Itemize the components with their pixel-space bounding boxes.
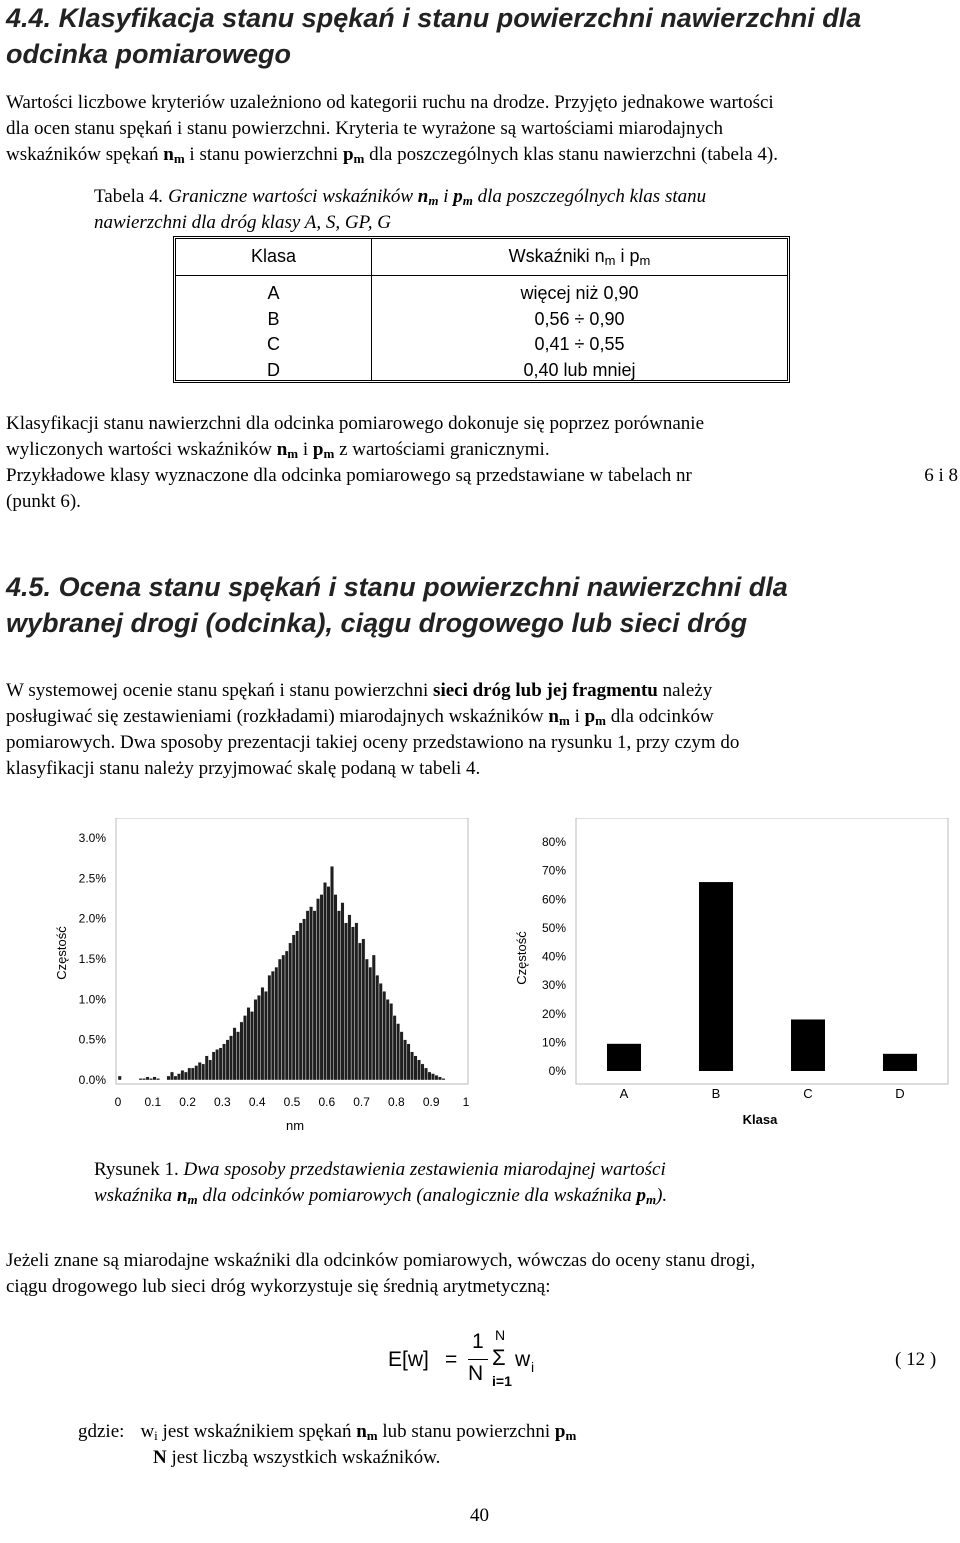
where-line2: N jest liczbą wszystkich wskaźników.: [153, 1447, 441, 1468]
formula-lhs: E[w]: [388, 1348, 429, 1371]
histogram-x-tick: 0.2: [179, 1095, 196, 1109]
class-x-tick: C: [803, 1086, 813, 1101]
where-line1: gdzie: $w_i$ jest wskaźnikiem spękań $n_m$ lub stanu powierzchni $p_m$: [78, 1421, 577, 1443]
histogram-y-tick: 0.0%: [78, 1073, 106, 1087]
histogram-bar: [344, 923, 347, 1080]
class-bar-a: [607, 1044, 641, 1071]
histogram-bar: [240, 1022, 243, 1080]
histogram-x-tick: 0.8: [388, 1095, 405, 1109]
class-chart-ylabel: Częstość: [514, 931, 529, 985]
histogram-bar: [139, 1078, 142, 1080]
formula-12: [388, 1328, 568, 1398]
para2-line2: wyliczonych wartości wskaźników $n_m$ i $p_m$ z wartościami granicznymi.: [6, 439, 550, 461]
table-4-class-a: A: [267, 283, 280, 303]
histogram-bar: [379, 983, 382, 1080]
histogram-x-tick: 0.9: [422, 1095, 440, 1109]
histogram-bar: [205, 1056, 208, 1080]
histogram-bar: [351, 927, 354, 1080]
histogram-x-tick: 0.4: [248, 1095, 266, 1109]
histogram-bar: [438, 1077, 441, 1080]
histogram-bar: [254, 999, 257, 1080]
formula-sum-bottom: i=1: [492, 1373, 512, 1389]
histogram-bar: [275, 967, 278, 1080]
histogram-bar: [118, 1076, 121, 1080]
histogram-bar: [306, 911, 309, 1080]
table-4-value-d: 0,40 lub mniej: [523, 359, 636, 380]
histogram-bar: [435, 1075, 438, 1080]
histogram-y-tick: 2.5%: [78, 871, 106, 886]
histogram-x-tick: 0.3: [214, 1095, 231, 1109]
class-y-tick: 70%: [541, 863, 566, 878]
table-4-header-indices: Wskaźniki $n_m$ i $p_m$: [508, 246, 651, 268]
histogram-bar: [208, 1060, 211, 1080]
histogram-y-tick: 1.0%: [78, 992, 106, 1007]
histogram-bar: [292, 935, 295, 1080]
section-4-5-title-line1: 4.5. Ocena stanu spękań i stanu powierzchni nawierzchni dla: [6, 572, 788, 602]
class-y-tick: 0%: [548, 1064, 566, 1078]
para1-line2: dla ocen stanu spękań i stanu powierzchni. Kryteria te wyrażone są wartościami miarodajnych: [6, 118, 723, 139]
histogram-bar: [142, 1078, 145, 1080]
class-y-tick: 10%: [541, 1035, 566, 1050]
histogram-chart: [40, 818, 490, 1140]
paragraph-criteria: [6, 90, 958, 168]
class-bar-b: [699, 882, 733, 1071]
formula-w: w: [515, 1348, 531, 1371]
formula-w-subscript: i: [531, 1359, 535, 1375]
section-4-4-title-line1: 4.4. Klasyfikacja stanu spękań i stanu powierzchni nawierzchni dla: [6, 3, 862, 33]
histogram-bar: [257, 995, 260, 1080]
histogram-bar: [369, 967, 372, 1080]
histogram-bar: [167, 1076, 170, 1080]
class-x-tick: D: [895, 1086, 905, 1101]
histogram-bar: [177, 1074, 180, 1080]
histogram-bar: [309, 907, 312, 1080]
figure-1-caption-line1: Rysunek 1. Dwa sposoby przedstawienia zestawienia miarodajnej wartości: [94, 1159, 666, 1180]
histogram-bar: [358, 943, 361, 1080]
histogram-bar: [181, 1070, 184, 1080]
histogram-bar: [299, 923, 302, 1080]
section-4-4-heading: [6, 0, 956, 72]
histogram-bar: [403, 1040, 406, 1080]
histogram-bar: [146, 1077, 149, 1080]
where-block: [78, 1419, 938, 1471]
class-bar-c: [791, 1019, 825, 1071]
table-4-caption-line1: Tabela 4. Graniczne wartości wskaźników $n_m$ i $p_m$ dla poszczególnych klas stanu: [94, 186, 707, 208]
histogram-bar: [174, 1076, 177, 1080]
histogram-bar: [289, 943, 292, 1080]
class-y-tick: 20%: [541, 1006, 566, 1021]
page-number: 40: [470, 1505, 489, 1526]
table-4-caption-line2: nawierzchni dla dróg klasy A, S, GP, G: [94, 212, 391, 233]
histogram-bar: [393, 1015, 396, 1080]
para2-line3-tail: 6 i 8: [924, 465, 958, 486]
figure-1-caption-line2: wskaźnika $n_m$ dla odcinków pomiarowych (analogicznie dla wskaźnika $p_m$).: [94, 1185, 668, 1207]
para1-line3: wskaźników spękań $n_m$ i stanu powierzchni $p_m$ dla poszczególnych klas stanu nawierzchni (tabela 4).: [6, 144, 779, 166]
table-4-value-column: [372, 281, 787, 383]
section-4-5-title-line2: wybranej drogi (odcinka), ciągu drogowego lub sieci dróg: [6, 608, 748, 638]
histogram-bar: [264, 991, 267, 1080]
formula-fraction-bar: [468, 1359, 488, 1360]
histogram-bar: [278, 959, 281, 1080]
histogram-bar: [184, 1072, 187, 1080]
histogram-bar: [247, 1007, 250, 1080]
histogram-bar: [149, 1078, 152, 1080]
histogram-bar: [382, 991, 385, 1080]
histogram-bar: [355, 923, 358, 1080]
table-4-class-b: B: [267, 308, 280, 329]
histogram-bar: [327, 886, 330, 1080]
formula-numerator: 1: [472, 1330, 484, 1353]
histogram-bar: [417, 1060, 420, 1080]
class-y-tick: 60%: [541, 892, 566, 907]
histogram-bar: [316, 899, 319, 1081]
histogram-bar: [233, 1028, 236, 1080]
table-4: [173, 236, 790, 383]
histogram-bar: [229, 1036, 232, 1080]
class-y-tick: 30%: [541, 978, 566, 993]
histogram-bar: [431, 1074, 434, 1080]
formula-denominator: N: [468, 1362, 484, 1385]
formula-sum-top: N: [495, 1327, 506, 1343]
table-4-class-column: [176, 281, 371, 383]
histogram-x-tick: 0: [114, 1095, 122, 1109]
histogram-bar: [222, 1044, 225, 1080]
histogram-bar: [414, 1056, 417, 1080]
table-4-class-c: C: [267, 334, 280, 354]
histogram-bar: [348, 915, 351, 1080]
histogram-xlabel: nm: [285, 1118, 305, 1133]
histogram-bar: [400, 1032, 403, 1080]
table-4-value-b: 0,56 ÷ 0,90: [534, 308, 625, 329]
paragraph-classification: [6, 411, 958, 515]
para2-line4: (punkt 6).: [6, 491, 81, 512]
histogram-bar: [236, 1032, 239, 1080]
histogram-bar: [170, 1072, 173, 1080]
histogram-bar: [195, 1065, 198, 1080]
histogram-bar: [407, 1044, 410, 1080]
section-4-4-title-line2: odcinka pomiarowego: [6, 39, 292, 69]
figure-1-caption: [94, 1157, 954, 1209]
histogram-bar: [271, 971, 274, 1080]
histogram-x-tick: 0.7: [353, 1095, 370, 1109]
histogram-bar: [215, 1049, 218, 1080]
histogram-x-tick: 0.1: [144, 1095, 162, 1109]
histogram-bar: [337, 911, 340, 1080]
histogram-bar: [302, 919, 305, 1080]
para3-line2: posługiwać się zestawieniami (rozkładami) miarodajnych wskaźników $n_m$ i $p_m$ dla odcinków: [6, 706, 714, 728]
para3-line3: pomiarowych. Dwa sposoby prezentacji takiej oceny przedstawiono na rysunku 1, przy czym do: [6, 732, 740, 753]
histogram-y-tick: 2.0%: [78, 911, 106, 926]
class-bar-d: [883, 1054, 917, 1071]
histogram-x-tick: 0.5: [283, 1095, 301, 1109]
histogram-bar: [334, 894, 337, 1080]
histogram-y-tick: 0.5%: [78, 1032, 106, 1047]
para3-line4: klasyfikacji stanu należy przyjmować skalę podaną w tabeli 4.: [6, 758, 481, 779]
para4-line1: Jeżeli znane są miarodajne wskaźniki dla odcinków pomiarowych, wówczas do oceny stanu drogi,: [6, 1250, 756, 1271]
histogram-bar: [376, 975, 379, 1080]
histogram-bar: [372, 955, 375, 1080]
table-4-header-class: Klasa: [250, 246, 297, 266]
histogram-bar: [191, 1068, 194, 1080]
para4-line2: ciągu drogowego lub sieci dróg wykorzystuje się średnią arytmetyczną:: [6, 1276, 551, 1297]
histogram-bar: [330, 866, 333, 1080]
histogram-bar: [313, 911, 316, 1080]
histogram-bar: [421, 1064, 424, 1080]
paragraph-network-evaluation: [6, 678, 958, 782]
histogram-bar: [285, 951, 288, 1080]
histogram-bar: [226, 1040, 229, 1080]
table-4-value-a: więcej niż 0,90: [520, 283, 639, 303]
paragraph-mean: [6, 1248, 958, 1300]
histogram-ylabel: Częstość: [54, 926, 69, 980]
formula-equals: =: [445, 1348, 458, 1371]
histogram-bar: [424, 1068, 427, 1080]
class-y-tick: 40%: [541, 949, 566, 964]
histogram-bar: [362, 939, 365, 1080]
histogram-bar: [282, 955, 285, 1080]
histogram-bar: [410, 1052, 413, 1080]
histogram-y-tick: 1.5%: [78, 952, 106, 966]
histogram-bar: [341, 903, 344, 1080]
histogram-bar: [365, 959, 368, 1080]
formula-number: ( 12 ): [895, 1349, 937, 1370]
histogram-bar: [198, 1062, 201, 1080]
section-4-5-heading: [6, 569, 956, 641]
table-4-header-divider: [176, 275, 787, 276]
histogram-bar: [219, 1048, 222, 1080]
histogram-bar: [295, 931, 298, 1080]
table-4-class-d: D: [267, 359, 280, 380]
para3-line1: W systemowej ocenie stanu spękań i stanu powierzchni sieci dróg lub jej fragmentu należy: [6, 680, 713, 701]
histogram-bar: [396, 1024, 399, 1080]
histogram-bar: [156, 1078, 159, 1080]
class-x-tick: A: [619, 1086, 629, 1101]
histogram-bar: [188, 1068, 191, 1080]
table-4-caption: [94, 184, 954, 236]
class-bar-chart: [500, 818, 950, 1140]
histogram-bar: [442, 1078, 445, 1080]
histogram-x-tick: 1: [462, 1095, 470, 1109]
histogram-x-tick: 0.6: [318, 1095, 336, 1109]
class-chart-xlabel: Klasa: [742, 1112, 778, 1127]
table-4-value-c: 0,41 ÷ 0,55: [534, 334, 625, 354]
histogram-bar: [202, 1064, 205, 1080]
histogram-bar: [386, 999, 389, 1080]
histogram-bar: [153, 1077, 156, 1080]
histogram-y-tick: 3.0%: [78, 831, 106, 845]
para2-line1: Klasyfikacji stanu nawierzchni dla odcinka pomiarowego dokonuje się poprzez porównanie: [6, 413, 705, 434]
histogram-bar: [261, 987, 264, 1080]
histogram-bar: [428, 1072, 431, 1080]
class-y-tick: 50%: [541, 920, 566, 935]
histogram-bar: [268, 975, 271, 1080]
para1-line1: Wartości liczbowe kryteriów uzależniono od kategorii ruchu na drodze. Przyjęto jednakowe wartości: [6, 92, 774, 113]
histogram-bar: [212, 1052, 215, 1080]
para2-line3: Przykładowe klasy wyznaczone dla odcinka pomiarowego są przedstawiane w tabelach nr 6 i 8: [6, 463, 958, 489]
class-x-tick: B: [711, 1086, 721, 1101]
sigma-icon: Σ: [492, 1345, 506, 1370]
histogram-bar: [243, 1015, 246, 1080]
histogram-bar: [320, 894, 323, 1080]
class-y-tick: 80%: [541, 835, 566, 849]
histogram-bar: [323, 882, 326, 1080]
histogram-bar: [250, 1011, 253, 1080]
histogram-bar: [389, 1003, 392, 1080]
